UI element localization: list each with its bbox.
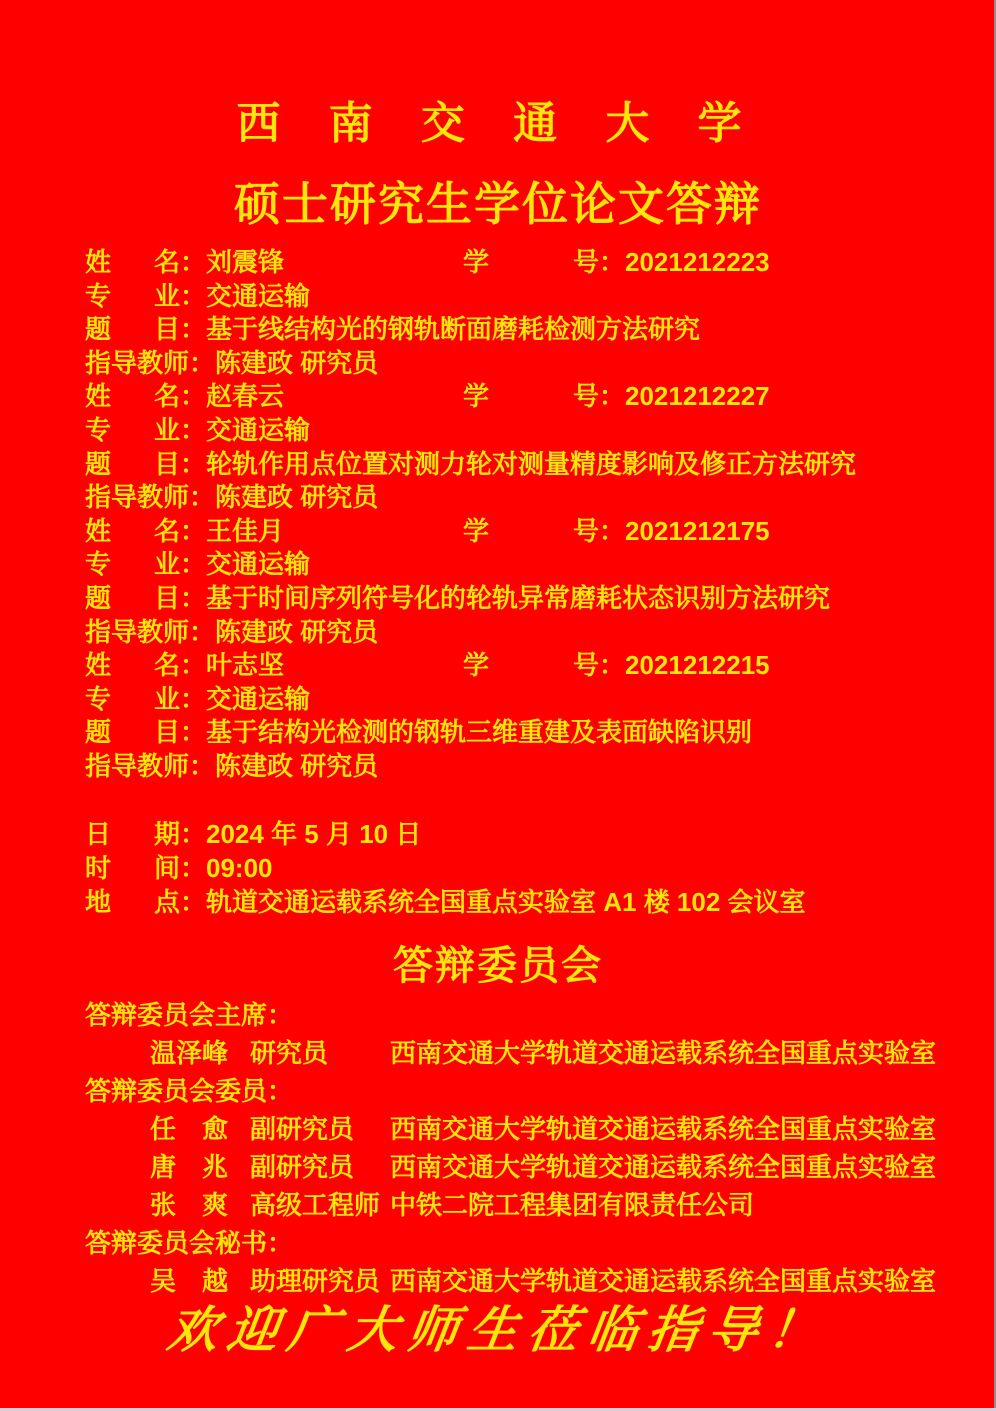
- student-id-part: [463, 649, 770, 683]
- student-advisor-row: [85, 347, 996, 381]
- name-label: 姓名: [85, 381, 180, 412]
- student-id: 2021212223: [625, 247, 770, 277]
- welcome-calligraphy: 欢迎广大师生莅临指导！: [163, 1300, 833, 1359]
- chair-title: 研究员: [250, 1038, 329, 1068]
- colon: ：: [180, 582, 207, 613]
- student-advisor-row: [85, 481, 996, 515]
- colon: ：: [180, 549, 207, 580]
- student-advisor: 陈建政 研究员: [215, 750, 379, 781]
- student-name: 叶志坚: [206, 650, 285, 681]
- university-title: 西 南 交 通 大 学: [236, 99, 760, 148]
- major-label: 专业: [85, 683, 180, 714]
- colon: ：: [599, 650, 626, 681]
- member-org: 西南交通大学轨道交通运载系统全国重点实验室: [390, 1152, 937, 1182]
- colon: ：: [180, 819, 207, 849]
- student-major: 交通运输: [206, 280, 311, 311]
- student-name: 刘震锋: [206, 247, 285, 277]
- colon: ：: [189, 616, 216, 647]
- place-value: 轨道交通运载系统全国重点实验室 A1 楼 102 会议室: [206, 887, 806, 917]
- chair-org: 西南交通大学轨道交通运载系统全国重点实验室: [390, 1038, 937, 1068]
- indent: [150, 1034, 390, 1072]
- topic-label: 题目: [85, 582, 180, 613]
- member-title: 副研究员: [250, 1152, 355, 1182]
- student-topic: 轮轨作用点位置对测力轮对测量精度影响及修正方法研究: [206, 448, 857, 479]
- student-name-row: [85, 380, 996, 414]
- student-id-part: [463, 515, 770, 549]
- time-row: [85, 851, 996, 885]
- student-advisor: 陈建政 研究员: [215, 616, 379, 647]
- colon: ：: [180, 515, 207, 546]
- student-id: 2021212215: [625, 650, 770, 681]
- colon: ：: [599, 247, 626, 277]
- indent: [150, 1262, 390, 1300]
- date-value: 2024 年 5 月 10 日: [206, 819, 422, 849]
- committee-member-row: [85, 1148, 996, 1186]
- student-major-row: [85, 683, 996, 717]
- colon: ：: [180, 247, 207, 277]
- student-advisor-row: [85, 750, 996, 784]
- student-name: 王佳月: [206, 515, 285, 546]
- student-topic: 基于线结构光的钢轨断面磨耗检测方法研究: [206, 314, 701, 345]
- student-topic-row: [85, 582, 996, 616]
- student-id-label: 学号: [463, 515, 599, 546]
- committee-header: 答辩委员会: [393, 944, 603, 988]
- colon: ：: [180, 314, 207, 345]
- committee-secretary-label: 答辩委员会秘书：: [85, 1228, 294, 1258]
- colon: ：: [180, 448, 207, 479]
- topic-label: 题目: [85, 314, 180, 345]
- advisor-label: 指导教师: [85, 482, 190, 513]
- member-title: 副研究员: [250, 1114, 355, 1144]
- student-major: 交通运输: [206, 414, 311, 445]
- student-id: 2021212227: [625, 381, 770, 412]
- schedule-section: [85, 817, 996, 919]
- student-name-row: [85, 649, 996, 683]
- student-id-label: 学号: [463, 381, 599, 412]
- place-row: [85, 885, 996, 919]
- student-name-row: [85, 246, 996, 280]
- indent: [150, 1148, 390, 1186]
- colon: ：: [180, 414, 207, 445]
- member-title: 高级工程师: [250, 1190, 381, 1220]
- colon: ：: [189, 347, 216, 378]
- date-row: [85, 817, 996, 851]
- secretary-org: 西南交通大学轨道交通运载系统全国重点实验室: [390, 1266, 937, 1296]
- defense-subtitle: 硕士研究生学位论文答辩: [234, 178, 762, 230]
- student-id-label: 学号: [463, 247, 599, 277]
- chair-name: 温泽峰: [150, 1038, 229, 1068]
- member-name: 唐兆: [150, 1152, 228, 1182]
- student-topic-row: [85, 448, 996, 482]
- advisor-label: 指导教师: [85, 347, 190, 378]
- colon: ：: [189, 750, 216, 781]
- student-name-row: [85, 515, 996, 549]
- member-org: 西南交通大学轨道交通运载系统全国重点实验室: [390, 1114, 937, 1144]
- colon: ：: [180, 887, 207, 917]
- name-label: 姓名: [85, 650, 180, 681]
- advisor-label: 指导教师: [85, 750, 190, 781]
- student-major-row: [85, 548, 996, 582]
- student-id: 2021212175: [625, 515, 770, 546]
- time-label: 时间: [85, 853, 180, 883]
- student-advisor: 陈建政 研究员: [215, 482, 379, 513]
- colon: ：: [180, 683, 207, 714]
- advisor-label: 指导教师: [85, 616, 190, 647]
- student-major: 交通运输: [206, 549, 311, 580]
- student-advisor: 陈建政 研究员: [215, 347, 379, 378]
- student-major: 交通运输: [206, 683, 311, 714]
- member-org: 中铁二院工程集团有限责任公司: [390, 1190, 755, 1220]
- member-name: 张爽: [150, 1190, 228, 1220]
- colon: ：: [180, 650, 207, 681]
- student-major-row: [85, 280, 996, 314]
- committee-members-label: 答辩委员会委员：: [85, 1076, 294, 1106]
- colon: ：: [180, 717, 207, 748]
- indent: [150, 1186, 390, 1224]
- topic-label: 题目: [85, 717, 180, 748]
- secretary-name: 吴越: [150, 1266, 228, 1296]
- committee-chair-row: [85, 1034, 996, 1072]
- student-id-label: 学号: [463, 650, 599, 681]
- colon: ：: [599, 381, 626, 412]
- colon: ：: [180, 853, 207, 883]
- colon: ：: [180, 280, 207, 311]
- colon: ：: [180, 381, 207, 412]
- student-topic: 基于时间序列符号化的轮轨异常磨耗状态识别方法研究: [206, 582, 831, 613]
- committee-secretary-row: [85, 1262, 996, 1300]
- student-topic-row: [85, 313, 996, 347]
- student-name: 赵春云: [206, 381, 285, 412]
- student-advisor-row: [85, 616, 996, 650]
- student-id-part: [463, 380, 770, 414]
- student-topic: 基于结构光检测的钢轨三维重建及表面缺陷识别: [206, 717, 753, 748]
- student-id-part: [463, 246, 770, 280]
- student-topic-row: [85, 716, 996, 750]
- place-label: 地点: [85, 887, 180, 917]
- colon: ：: [189, 482, 216, 513]
- student-major-row: [85, 414, 996, 448]
- name-label: 姓名: [85, 247, 180, 277]
- major-label: 专业: [85, 549, 180, 580]
- date-label: 日期: [85, 819, 180, 849]
- name-label: 姓名: [85, 515, 180, 546]
- committee-section: [85, 996, 996, 1300]
- indent: [150, 1110, 390, 1148]
- colon: ：: [599, 515, 626, 546]
- secretary-title: 助理研究员: [250, 1266, 381, 1296]
- committee-chair-label: 答辩委员会主席：: [85, 1000, 294, 1030]
- topic-label: 题目: [85, 448, 180, 479]
- committee-member-row: [85, 1110, 996, 1148]
- major-label: 专业: [85, 414, 180, 445]
- member-name: 任愈: [150, 1114, 228, 1144]
- students-section: [85, 246, 996, 784]
- time-value: 09:00: [206, 853, 273, 883]
- committee-member-row: [85, 1186, 996, 1224]
- major-label: 专业: [85, 280, 180, 311]
